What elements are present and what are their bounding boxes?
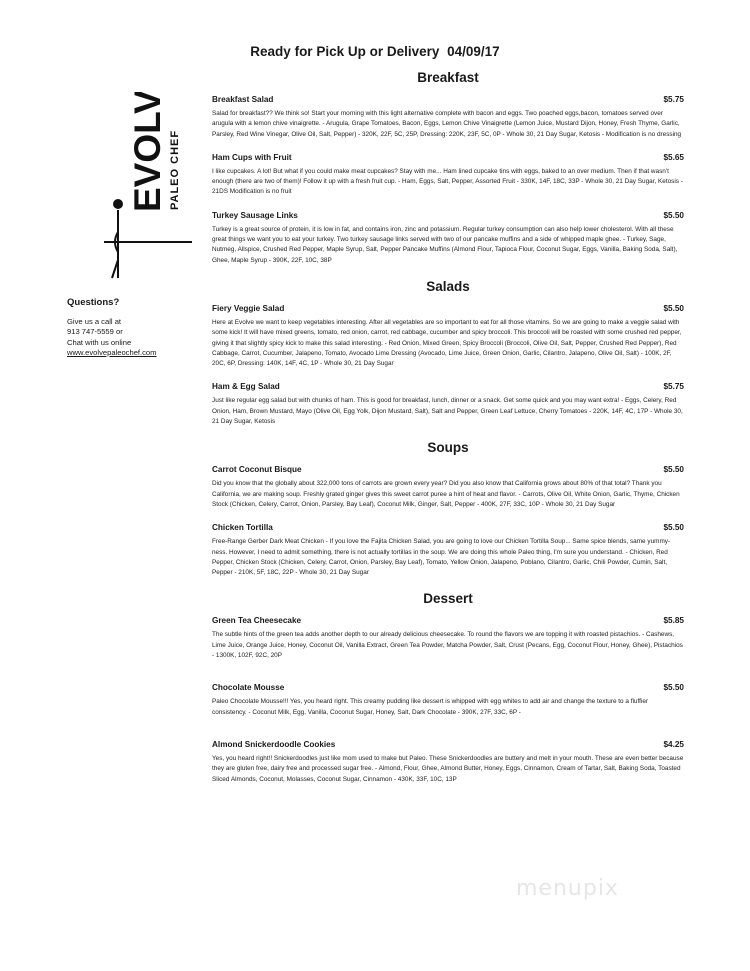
menu-item [212,304,684,369]
menu-item [212,523,684,578]
item-name: Ham & Egg Salad [212,382,280,392]
menu-item [212,95,684,140]
menu-item [212,683,684,718]
section-heading: Salads [426,278,470,294]
website-link[interactable]: www.evolvepaleochef.com [67,347,157,357]
questions-heading: Questions? [67,297,120,308]
menu-item [212,153,684,198]
item-description: Free-Range Gerber Dark Meat Chicken - If you love the Fajita Chicken Salad, you are going to love our Chicken Tortilla Soup... Same spice blends, same yummy-ness. However, I need to admit something, there is not actually tortillas in the soup. We are doing this whole Paleo thing, I'm sure you understand. - Chicken, Red Pepper, Chicken Stock (Chicken, Celery, Carrot, Onion, Parsley, Bay Leaf), Tomato, Yellow Onion, Jalapeno, Poblano, Cilantro, Garlic, Chili Powder, Cumin, Salt, Pepper - 210K, 5F, 18C, 22P - Whole 30, 21 Day Sugar [212,538,671,577]
menu-item [212,740,684,785]
item-description: Yes, you heard right!! Snickerdoodles just like mom used to make but Paleo. These Snickerdoodles are buttery and melt in your mouth. These are even better because they are gluten free, dairy free and processed sugar free. - Almond, Flour, Ghee, Almond Butter, Honey, Eggs, Cinnamon, Cream of Tartar, Salt, Baking Soda, Toasted Sliced Almonds, Coconut, Molasses, Coconut Sugar, Cinnamon - 430K, 33F, 10C, 13P [212,754,684,783]
item-name: Breakfast Salad [212,95,274,104]
item-description: I like cupcakes. A lot! But what if you could make meat cupcakes? Stay with me... Ham lined cupcake tins with eggs, baked to an over medium. Then if that wasn't enough (there are two of them)! Follow it up with a fresh fruit cup. - Ham, Eggs, Salt, Pepper, Assorted Fruit - 330K, 14F, 18C, 33P - Whole 30, 21 Day Sugar, Ketosis - 21DS Modification is no fruit [212,167,683,196]
chat-text: Chat with us online [67,337,132,347]
item-description: Did you know that the globally about 322,000 tons of carrots are grown every year? Did you also know that California grows about 80% of that total? Thank you California, we are making soup. Freshly grated ginger gives this sweet carrot puree a hint of heat and flavor. - Carrots, Olive Oil, White Onion, Garlic, Thyme, Chicken Stock (Chicken, Celery, Carrot, Onion, Parsley, Bay Leaf), Coconut Milk, Ginger, Salt, Pepper - 400K, 27F, 33C, 10P - Whole 30, 21 Day Sugar [212,480,680,508]
item-name: Chocolate Mousse [212,683,285,693]
menu-item [212,382,684,427]
item-price: $5.85 [663,616,684,626]
item-price: $5.65 [663,152,684,162]
contact-sidebar [67,298,207,358]
item-name: Chicken Tortilla [212,523,273,533]
phone-number[interactable]: 913 747-5559 or [67,327,123,337]
item-description: Just like regular egg salad but with chunks of ham. This is good for breakfast, lunch, dinner or a snack. Get some quick and you may want extra! - Eggs, Celery, Red Onion, Ham, Brown Mustard, Mayo (Olive Oil, Egg Yolk, Dijon Mustard, Salt), Salt and Pepper, Green Leaf Lettuce, Cherry Tomatoes - 220K, 14F, 4C, 17P - Whole 30, 21 Day Sugar, Ketosis [212,397,683,426]
item-description: Here at Evolve we want to keep vegetables interesting. After all vegetables are so important to eat for all those vitamins. So we are going to make a veggie salad with some kick! It will have mixed greens, tomato, red onion, carrot, red cabbage, cucumber and spicy broccoli. This broccoli will be roasted with some crushed red pepper, giving it that slightly spicy kick to make this salad interesting. - Red Onion, Mixed Green, Spicy Broccoli (Broccoli, Olive Oil, Salt, Pepper, Crushed Red Pepper), Red Cabbage, Carrot, Cucumber, Jalapeno, Tomato, Avocado Lime Dressing (Avocado, Lime Juice, Green Onion, Garlic, Cilantro, Jalapeno, Olive Oil, Salt) - 100K, 2F, 20C, 6P, Dressing: 140K, 14F, 4C, 1P - Whole 30, 21 Day Sugar [212,318,682,368]
item-description: Paleo Chocolate Mousse!!! Yes, you heard right. This creamy pudding like dessert is whipped with egg whites to add air and change the texture to a fluffier consistency. - Coconut Milk, Egg, Vanilla, Coconut Sugar, Honey, Salt, Dark Chocolate - 390K, 27F, 33C, 6P - [212,698,649,716]
item-description: Turkey is a great source of protein, it is low in fat, and contains iron, zinc and potassium. Regular turkey consumption can also help lower cholesterol. With all these great things we want you to eat your turkey. Two turkey sausage links served with two of our pancake muffins and a side of whipped maple ghee. - Turkey, Sage, Nutmeg, Allspice, Crushed Red Pepper, Maple Syrup, Salt, Pepper Pancake Muffins (Almond Flour, Tapioca Flour, Coconut Sugar, Eggs, Vanilla, Baking Soda, Salt), Ghee, Maple Syrup - 390K, 22F, 10C, 38P [212,225,678,264]
item-price: $5.50 [663,303,684,313]
item-description: Salad for breakfast?? We think so! Start your morning with this light alternative complete with bacon and eggs. Two poached eggs,bacon, tomatoes served over arugula with a lemon chive vinaigrette. - Arugula, Grape Tomatoes, Bacon, Eggs, Lemon Chive Vinaigrette (Lemon Juice, Mustard Dijon, Honey, Fresh Thyme, Garlic, Parsley, Red Wine Vinegar, Olive Oil, Salt, Pepper) - 320K, 22F, 5C, 25P, Dressing: 220K, 23F, 5C, 0P - Whole 30, 21 Day Sugar, Ketosis - Modification is no dressing [212,110,682,138]
logo-graphic [82,92,200,292]
item-name: Green Tea Cheesecake [212,616,302,626]
item-name: Turkey Sausage Links [212,210,298,220]
item-price: $5.50 [663,523,684,533]
menu-section-salads [212,279,684,427]
item-description: The subtle hints of the green tea adds another depth to our already delicious cheesecake. To round the flavors we are topping it with roasted pistachios. - Cashews, Lime Juice, Orange Juice, Honey, Coconut Oil, Vanilla Extract, Green Tea Powder, Matcha Powder, Salt, Crust (Pecans, Egg, Coconut Flour, Honey, Ghee), Pistachios - 1300K, 102F, 92C, 20P [212,631,683,660]
item-price: $5.75 [663,95,684,104]
title-date: 04/09/17 [447,44,500,59]
section-heading: Soups [427,440,469,456]
evolve-logo [82,92,200,292]
menu-item [212,465,684,510]
section-heading: Breakfast [417,70,479,85]
item-name: Ham Cups with Fruit [212,152,292,162]
item-price: $5.50 [663,683,684,693]
menu-section-dessert [212,591,684,784]
watermark: menupix [516,876,619,901]
item-price: $4.25 [663,739,684,749]
section-heading: Dessert [423,591,473,607]
item-name: Almond Snickerdoodle Cookies [212,739,336,749]
item-price: $5.50 [663,465,684,475]
logo-sub: PALEO CHEF [169,129,181,210]
menu-main [212,70,684,807]
page-title [0,44,750,59]
call-text: Give us a call at [67,317,122,327]
item-name: Carrot Coconut Bisque [212,465,302,475]
menu-item [212,616,684,661]
menu-item [212,211,684,266]
menu-section-breakfast [212,70,684,266]
logo-word: EVOLVE [127,92,168,212]
item-price: $5.75 [663,382,684,392]
menu-section-soups [212,440,684,578]
item-name: Fiery Veggie Salad [212,303,285,313]
item-price: $5.50 [663,210,684,220]
title-text: Ready for Pick Up or Delivery [250,44,440,59]
